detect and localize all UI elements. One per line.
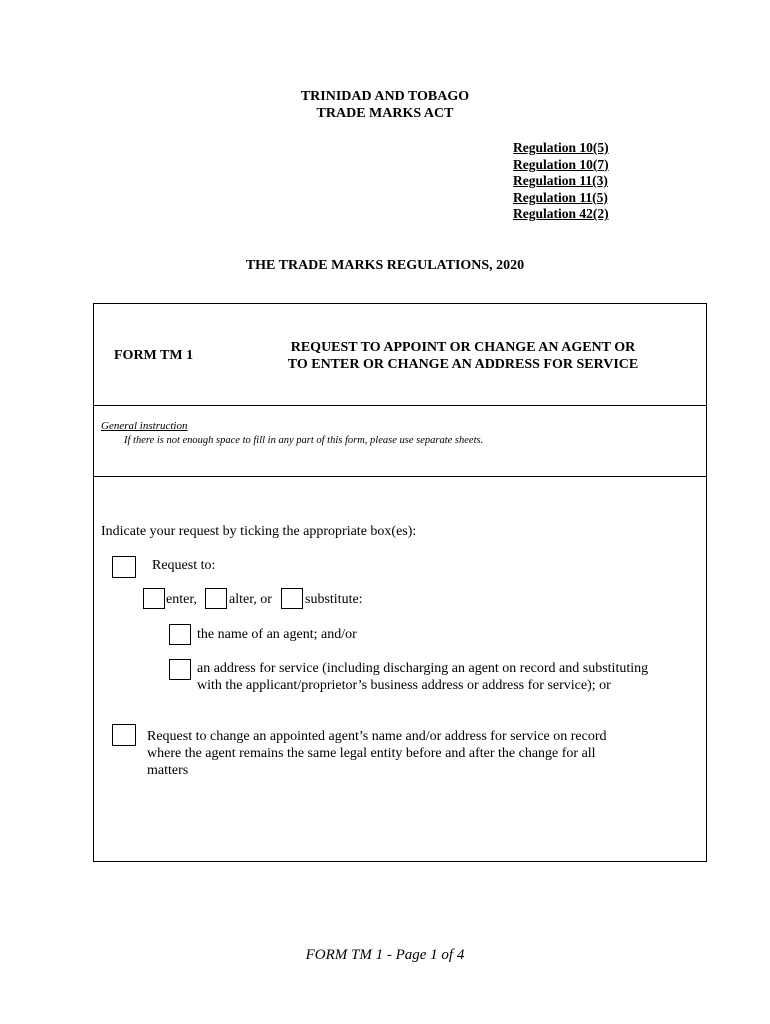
request-intro: Indicate your request by ticking the appropriate box(es): <box>101 524 417 539</box>
change-agent-label <box>147 728 687 779</box>
regulation-ref: Regulation 11(3) <box>513 173 608 189</box>
form-number: FORM TM 1 <box>114 348 194 363</box>
change-line: matters <box>147 763 189 778</box>
address-for-service-checkbox[interactable] <box>169 659 191 680</box>
address-line: with the applicant/proprietor’s business address or address for service); or <box>197 678 611 693</box>
act-heading: TRADE MARKS ACT <box>316 106 454 121</box>
form-title-line: TO ENTER OR CHANGE AN ADDRESS FOR SERVICE <box>287 357 639 372</box>
request-to-checkbox[interactable] <box>112 556 136 578</box>
regulations-title: THE TRADE MARKS REGULATIONS, 2020 <box>245 258 525 273</box>
form-title-line: REQUEST TO APPOINT OR CHANGE AN AGENT OR <box>290 340 636 355</box>
regulations-list <box>513 140 609 223</box>
enter-checkbox[interactable] <box>143 588 165 609</box>
address-line: an address for service (including discharging an agent on record and substituting <box>197 661 649 676</box>
address-for-service-label <box>197 660 702 694</box>
regulation-ref: Regulation 10(5) <box>513 140 609 155</box>
substitute-checkbox[interactable] <box>281 588 303 609</box>
enter-label: enter, <box>166 592 197 607</box>
change-agent-checkbox[interactable] <box>112 724 136 746</box>
section-divider <box>94 405 706 406</box>
alter-checkbox[interactable] <box>205 588 227 609</box>
change-line: where the agent remains the same legal entity before and after the change for all <box>147 746 596 761</box>
general-instruction-label: General instruction <box>101 420 188 432</box>
regulation-ref: Regulation 11(5) <box>513 189 608 205</box>
regulation-ref: Regulation 42(2) <box>513 206 609 222</box>
section-divider <box>94 476 706 477</box>
country-heading: TRINIDAD AND TOBAGO <box>300 89 470 104</box>
request-to-label: Request to: <box>152 558 216 573</box>
regulation-ref: Regulation 10(7) <box>513 156 609 172</box>
substitute-label: substitute: <box>305 592 363 607</box>
agent-name-checkbox[interactable] <box>169 624 191 645</box>
change-line: Request to change an appointed agent’s name and/or address for service on record <box>147 729 607 744</box>
general-instruction-text: If there is not enough space to fill in any part of this form, please use separate sheets. <box>124 435 484 446</box>
page-footer: FORM TM 1 - Page 1 of 4 <box>305 947 465 963</box>
form-title <box>250 339 676 373</box>
agent-name-label: the name of an agent; and/or <box>197 627 357 642</box>
alter-label: alter, or <box>229 592 272 607</box>
